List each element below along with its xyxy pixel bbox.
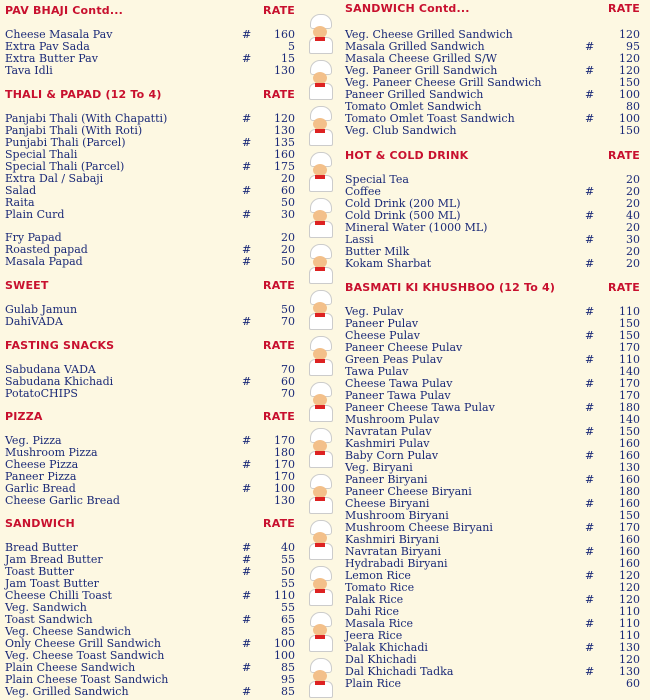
item-hash-mark: # [585, 545, 595, 558]
item-name: Plain Curd [5, 208, 65, 221]
item-price: 170 [274, 458, 295, 471]
item-name: DahiVADA [5, 315, 63, 328]
item-hash-mark: # [585, 305, 595, 318]
item-price: 55 [281, 601, 295, 614]
item-name: Special Thali (Parcel) [5, 160, 125, 173]
item-name: Special Thali [5, 148, 78, 161]
item-name: Extra Butter Pav [5, 52, 98, 65]
item-price: 70 [281, 315, 295, 328]
item-name: Kokam Sharbat [345, 257, 432, 270]
item-name: Veg. Cheese Sandwich [5, 625, 132, 638]
item-name: Toast Butter [5, 565, 75, 578]
rate-label: RATE [608, 281, 640, 294]
item-price: 120 [619, 64, 640, 77]
item-price: 120 [619, 653, 640, 666]
item-hash-mark: # [585, 593, 595, 606]
item-price: 130 [274, 494, 295, 507]
chef-mascot-icon [304, 474, 336, 514]
item-name: Garlic Bread [5, 482, 76, 495]
item-price: 30 [626, 233, 640, 246]
item-name: Navratan Biryani [345, 545, 442, 558]
item-name: Dal Khichadi [345, 653, 417, 666]
item-hash-mark: # [242, 375, 252, 388]
item-name: Cold Drink (200 ML) [345, 197, 461, 210]
item-price: 60 [281, 375, 295, 388]
item-hash-mark: # [585, 401, 595, 414]
item-name: Veg. Biryani [345, 461, 413, 474]
item-price: 160 [619, 473, 640, 486]
item-price: 30 [281, 208, 295, 221]
item-name: Jam Bread Butter [5, 553, 103, 566]
item-hash-mark: # [585, 641, 595, 654]
item-name: Paneer Pizza [5, 470, 77, 483]
section-title: BASMATI KI KHUSHBOO (12 To 4) [345, 281, 556, 294]
section-header [0, 517, 300, 531]
item-hash-mark: # [242, 255, 252, 268]
chef-mascot-icon [304, 106, 336, 146]
item-price: 95 [281, 673, 295, 686]
section-header [340, 281, 645, 295]
item-name: Panjabi Thali (With Roti) [5, 124, 143, 137]
item-name: Mushroom Pizza [5, 446, 98, 459]
item-name: PotatoCHIPS [5, 387, 78, 400]
item-name: Paneer Biryani [345, 473, 428, 486]
item-price: 110 [274, 589, 295, 602]
item-price: 135 [274, 136, 295, 149]
chef-mascot-icon [304, 290, 336, 330]
item-price: 160 [619, 497, 640, 510]
item-price: 55 [281, 577, 295, 590]
chef-mascot-icon [304, 14, 336, 54]
item-price: 20 [626, 173, 640, 186]
item-name: Navratan Pulav [345, 425, 432, 438]
item-name: Coffee [345, 185, 381, 198]
item-price: 150 [619, 509, 640, 522]
item-hash-mark: # [585, 112, 595, 125]
item-name: Veg. Paneer Cheese Grill Sandwich [345, 76, 542, 89]
section-header [340, 2, 645, 16]
item-name: Bread Butter [5, 541, 78, 554]
item-name: Tava Idli [5, 64, 53, 77]
section-title: PAV BHAJI Contd... [5, 4, 124, 17]
item-price: 160 [619, 533, 640, 546]
item-hash-mark: # [585, 233, 595, 246]
item-price: 85 [281, 661, 295, 674]
item-hash-mark: # [242, 160, 252, 173]
item-name: Mushroom Pulav [345, 413, 440, 426]
item-price: 160 [619, 545, 640, 558]
item-price: 150 [619, 76, 640, 89]
item-name: Kashmiri Pulav [345, 437, 430, 450]
item-name: Cheese Pizza [5, 458, 79, 471]
item-hash-mark: # [242, 613, 252, 626]
item-price: 180 [619, 485, 640, 498]
item-price: 170 [619, 377, 640, 390]
item-hash-mark: # [242, 52, 252, 65]
item-name: Green Peas Pulav [345, 353, 443, 366]
item-name: Kashmiri Biryani [345, 533, 439, 546]
item-name: Lemon Rice [345, 569, 411, 582]
item-price: 20 [281, 231, 295, 244]
item-price: 120 [274, 112, 295, 125]
chef-mascot-icon [304, 612, 336, 652]
section-header [340, 149, 645, 163]
item-price: 140 [619, 365, 640, 378]
item-price: 170 [274, 470, 295, 483]
item-price: 50 [281, 196, 295, 209]
item-hash-mark: # [585, 617, 595, 630]
item-hash-mark: # [242, 208, 252, 221]
item-hash-mark: # [242, 482, 252, 495]
item-name: Veg. Cheese Toast Sandwich [5, 649, 165, 662]
item-name: Masala Cheese Grilled S/W [345, 52, 497, 65]
section-title: HOT & COLD DRINK [345, 149, 469, 162]
item-price: 100 [619, 88, 640, 101]
item-name: Fry Papad [5, 231, 62, 244]
item-name: Paneer Tawa Pulav [345, 389, 451, 402]
item-price: 20 [626, 245, 640, 258]
item-price: 160 [619, 557, 640, 570]
item-price: 100 [274, 649, 295, 662]
item-name: Masala Papad [5, 255, 83, 268]
item-hash-mark: # [242, 136, 252, 149]
item-price: 20 [626, 197, 640, 210]
chef-mascot-strip [300, 0, 340, 700]
item-name: Roasted papad [5, 243, 88, 256]
item-name: Masala Grilled Sandwich [345, 40, 485, 53]
item-price: 110 [619, 605, 640, 618]
item-price: 70 [281, 387, 295, 400]
item-hash-mark: # [585, 64, 595, 77]
item-hash-mark: # [242, 565, 252, 578]
chef-mascot-icon [304, 336, 336, 376]
chef-mascot-icon [304, 428, 336, 468]
item-hash-mark: # [585, 209, 595, 222]
item-name: Veg. Club Sandwich [345, 124, 457, 137]
item-price: 130 [619, 641, 640, 654]
item-name: Veg. Pulav [345, 305, 404, 318]
item-hash-mark: # [585, 88, 595, 101]
item-name: Tomato Omlet Sandwich [345, 100, 482, 113]
item-name: Extra Pav Sada [5, 40, 90, 53]
item-price: 85 [281, 685, 295, 698]
item-name: Cheese Masala Pav [5, 28, 113, 41]
rate-label: RATE [263, 517, 295, 530]
chef-mascot-icon [304, 658, 336, 698]
item-name: Hydrabadi Biryani [345, 557, 448, 570]
item-name: Veg. Pizza [5, 434, 62, 447]
item-price: 120 [619, 593, 640, 606]
section-title: SANDWICH [5, 517, 75, 530]
menu-item [340, 125, 645, 137]
chef-mascot-icon [304, 198, 336, 238]
item-name: Salad [5, 184, 37, 197]
item-price: 95 [626, 40, 640, 53]
item-price: 150 [619, 317, 640, 330]
item-name: Plain Rice [345, 677, 402, 690]
item-hash-mark: # [242, 553, 252, 566]
menu-item [0, 185, 300, 197]
item-price: 150 [619, 425, 640, 438]
item-name: Paneer Cheese Pulav [345, 341, 463, 354]
item-price: 150 [619, 329, 640, 342]
item-hash-mark: # [585, 521, 595, 534]
menu-item [340, 222, 645, 234]
item-hash-mark: # [585, 449, 595, 462]
section-header [0, 339, 300, 353]
item-price: 110 [619, 305, 640, 318]
item-price: 120 [619, 52, 640, 65]
item-price: 100 [274, 482, 295, 495]
item-price: 130 [619, 461, 640, 474]
item-name: Raita [5, 196, 35, 209]
item-name: Toast Sandwich [5, 613, 93, 626]
item-hash-mark: # [585, 473, 595, 486]
menu-item [0, 173, 300, 185]
item-price: 130 [274, 124, 295, 137]
item-name: Paneer Cheese Tawa Pulav [345, 401, 495, 414]
section-title: THALI & PAPAD (12 To 4) [5, 88, 162, 101]
section-title: FASTING SNACKS [5, 339, 115, 352]
item-price: 180 [619, 401, 640, 414]
item-name: Paneer Cheese Biryani [345, 485, 472, 498]
item-price: 40 [626, 209, 640, 222]
item-hash-mark: # [242, 458, 252, 471]
item-name: Paneer Grilled Sandwich [345, 88, 484, 101]
item-price: 150 [619, 124, 640, 137]
item-price: 170 [619, 521, 640, 534]
item-name: Cheese Biryani [345, 497, 430, 510]
rate-label: RATE [608, 2, 640, 15]
item-price: 50 [281, 303, 295, 316]
item-price: 110 [619, 629, 640, 642]
item-price: 100 [619, 112, 640, 125]
item-name: Tomato Omlet Toast Sandwich [345, 112, 515, 125]
item-name: Cheese Chilli Toast [5, 589, 112, 602]
item-name: Veg. Paneer Grill Sandwich [345, 64, 498, 77]
item-name: Sabudana VADA [5, 363, 96, 376]
item-price: 120 [619, 581, 640, 594]
item-price: 65 [281, 613, 295, 626]
section-title: PIZZA [5, 410, 43, 423]
item-name: Palak Khichadi [345, 641, 428, 654]
section-header [0, 279, 300, 293]
section-title: SANDWICH Contd... [345, 2, 470, 15]
item-name: Gulab Jamun [5, 303, 78, 316]
item-price: 55 [281, 553, 295, 566]
item-price: 130 [274, 64, 295, 77]
rate-label: RATE [263, 339, 295, 352]
item-hash-mark: # [585, 353, 595, 366]
menu-item [0, 686, 300, 698]
item-price: 20 [626, 185, 640, 198]
item-name: Butter Milk [345, 245, 410, 258]
item-price: 20 [626, 257, 640, 270]
item-price: 175 [274, 160, 295, 173]
item-name: Mushroom Cheese Biryani [345, 521, 493, 534]
item-price: 110 [619, 353, 640, 366]
item-hash-mark: # [242, 589, 252, 602]
menu-item [0, 495, 300, 507]
item-name: Dal Khichadi Tadka [345, 665, 454, 678]
item-name: Panjabi Thali (With Chapatti) [5, 112, 168, 125]
rate-label: RATE [263, 4, 295, 17]
item-name: Veg. Grilled Sandwich [5, 685, 129, 698]
item-hash-mark: # [242, 637, 252, 650]
item-price: 5 [288, 40, 295, 53]
item-name: Palak Rice [345, 593, 404, 606]
item-name: Tomato Rice [345, 581, 415, 594]
item-price: 85 [281, 625, 295, 638]
item-price: 140 [619, 413, 640, 426]
section-header [0, 4, 300, 18]
rate-label: RATE [263, 410, 295, 423]
chef-mascot-icon [304, 152, 336, 192]
item-name: Punjabi Thali (Parcel) [5, 136, 126, 149]
item-price: 160 [274, 148, 295, 161]
item-name: Cheese Tawa Pulav [345, 377, 453, 390]
item-price: 180 [274, 446, 295, 459]
item-price: 40 [281, 541, 295, 554]
section-header [0, 410, 300, 424]
item-name: Only Cheese Grill Sandwich [5, 637, 161, 650]
item-price: 170 [619, 389, 640, 402]
item-name: Sabudana Khichadi [5, 375, 114, 388]
item-price: 20 [281, 243, 295, 256]
chef-mascot-icon [304, 244, 336, 284]
item-price: 110 [619, 617, 640, 630]
item-price: 120 [619, 28, 640, 41]
menu-item [0, 256, 300, 268]
menu-item [0, 316, 300, 328]
item-hash-mark: # [242, 315, 252, 328]
item-name: Extra Dal / Sabaji [5, 172, 104, 185]
item-price: 20 [281, 172, 295, 185]
rate-label: RATE [263, 88, 295, 101]
item-price: 60 [281, 184, 295, 197]
item-price: 170 [619, 341, 640, 354]
item-price: 50 [281, 255, 295, 268]
item-hash-mark: # [585, 329, 595, 342]
item-price: 160 [619, 449, 640, 462]
item-name: Veg. Cheese Grilled Sandwich [345, 28, 513, 41]
item-name: Mineral Water (1000 ML) [345, 221, 488, 234]
item-price: 60 [626, 677, 640, 690]
item-name: Dahi Rice [345, 605, 399, 618]
item-name: Veg. Sandwich [5, 601, 87, 614]
chef-mascot-icon [304, 566, 336, 606]
item-name: Lassi [345, 233, 374, 246]
item-name: Tawa Pulav [345, 365, 409, 378]
chef-mascot-icon [304, 382, 336, 422]
item-price: 100 [274, 637, 295, 650]
item-price: 50 [281, 565, 295, 578]
item-hash-mark: # [585, 40, 595, 53]
menu-item [340, 678, 645, 690]
item-hash-mark: # [242, 541, 252, 554]
item-name: Special Tea [345, 173, 409, 186]
section-header [0, 88, 300, 102]
item-name: Mushroom Biryani [345, 509, 449, 522]
menu-item [0, 65, 300, 77]
section-title: SWEET [5, 279, 49, 292]
rate-label: RATE [608, 149, 640, 162]
item-hash-mark: # [585, 497, 595, 510]
item-hash-mark: # [585, 569, 595, 582]
item-price: 70 [281, 363, 295, 376]
chef-mascot-icon [304, 520, 336, 560]
item-hash-mark: # [242, 184, 252, 197]
item-price: 160 [619, 437, 640, 450]
item-hash-mark: # [242, 685, 252, 698]
item-price: 170 [274, 434, 295, 447]
item-hash-mark: # [585, 257, 595, 270]
item-price: 20 [626, 221, 640, 234]
item-hash-mark: # [242, 243, 252, 256]
item-name: Jam Toast Butter [5, 577, 99, 590]
menu-item [340, 258, 645, 270]
item-hash-mark: # [242, 28, 252, 41]
item-name: Plain Cheese Sandwich [5, 661, 136, 674]
item-price: 160 [274, 28, 295, 41]
item-hash-mark: # [242, 661, 252, 674]
item-name: Cheese Pulav [345, 329, 420, 342]
item-hash-mark: # [242, 112, 252, 125]
rate-label: RATE [263, 279, 295, 292]
chef-mascot-icon [304, 60, 336, 100]
item-name: Masala Rice [345, 617, 414, 630]
item-hash-mark: # [242, 434, 252, 447]
item-name: Cold Drink (500 ML) [345, 209, 461, 222]
item-name: Plain Cheese Toast Sandwich [5, 673, 169, 686]
menu-item [0, 209, 300, 221]
item-hash-mark: # [585, 425, 595, 438]
item-name: Cheese Garlic Bread [5, 494, 120, 507]
item-price: 130 [619, 665, 640, 678]
item-name: Baby Corn Pulav [345, 449, 439, 462]
item-price: 120 [619, 569, 640, 582]
item-price: 80 [626, 100, 640, 113]
item-hash-mark: # [585, 185, 595, 198]
menu-item [0, 388, 300, 400]
item-name: Paneer Pulav [345, 317, 419, 330]
item-name: Jeera Rice [345, 629, 403, 642]
item-price: 15 [281, 52, 295, 65]
menu-item [340, 174, 645, 186]
item-hash-mark: # [585, 665, 595, 678]
item-hash-mark: # [585, 377, 595, 390]
